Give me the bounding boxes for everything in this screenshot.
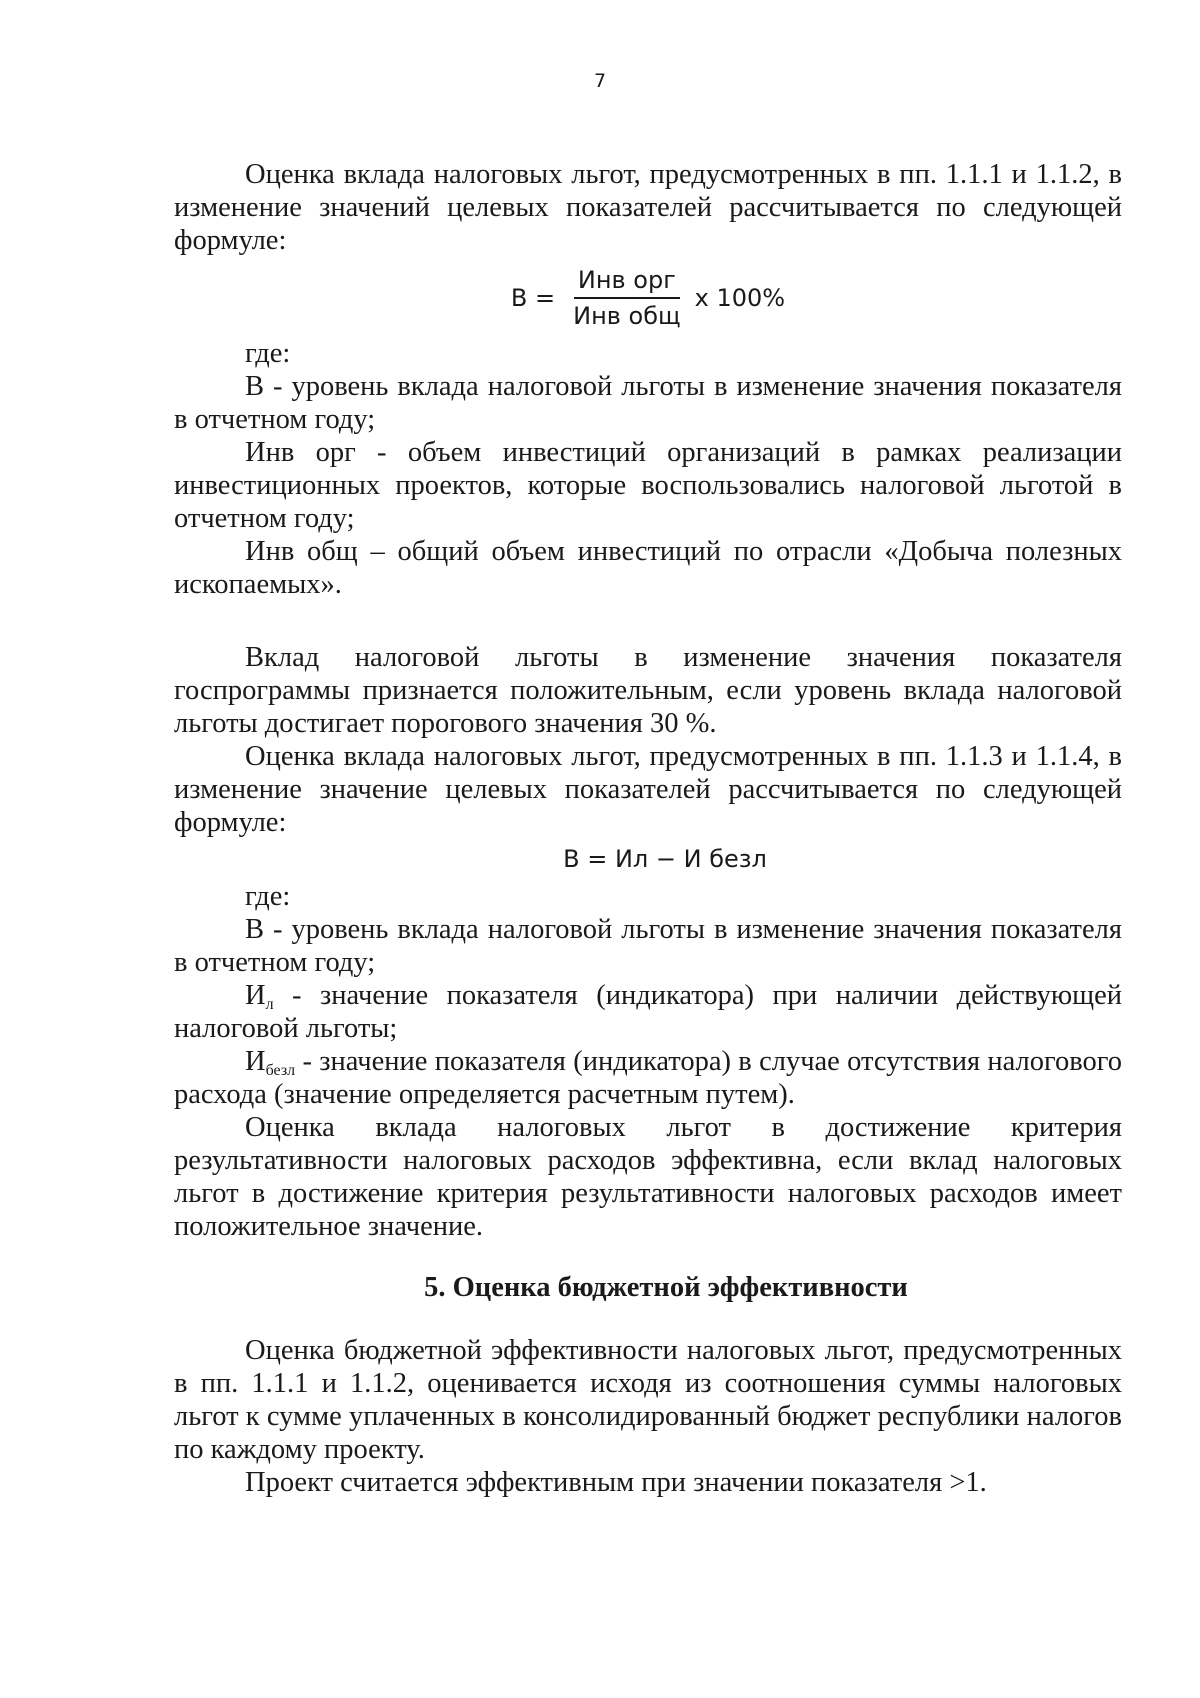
subscript-ibezl: безл — [265, 1062, 296, 1079]
symbol-ibezl: И — [245, 1046, 266, 1077]
intro-paragraph-2: Оценка вклада налоговых льгот, предусмотренных в пп. 1.1.3 и 1.1.4, в изменение значение целевых показателей рассчитывается по следующей формуле: — [174, 741, 1122, 838]
definition-ibezl — [174, 1045, 1122, 1111]
document-body — [174, 158, 1122, 1499]
where-label-2: где: — [245, 881, 291, 912]
formula-denominator: Инв общ — [573, 302, 681, 330]
definition-il-text: - значение показателя (индикатора) при наличии действующей налоговой льготы; — [174, 980, 1122, 1044]
formula-difference: В = Ил − И безл — [563, 845, 767, 873]
definition-il — [174, 979, 1122, 1045]
formula-lhs: В = — [510, 283, 556, 312]
contribution-positive-paragraph: Вклад налоговой льготы в изменение значения показателя госпрограммы признается положительным, если уровень вклада налоговой льготы достигает порогового значения 30 %. — [174, 642, 1122, 739]
section-heading: 5. Оценка бюджетной эффективности — [424, 1272, 908, 1303]
formula-contribution-ratio — [174, 263, 1122, 333]
effectiveness-paragraph: Оценка вклада налоговых льгот в достижение критерия результативности налоговых расходов эффективна, если вклад налоговых льгот в достижение критерия результативности налоговых расходов имеет положительное значение. — [174, 1112, 1122, 1242]
formula-fraction — [569, 267, 685, 329]
page-number: 7 — [593, 70, 607, 92]
formula-rhs: х 100% — [694, 283, 786, 312]
project-effective-paragraph: Проект считается эффективным при значении показателя >1. — [245, 1467, 987, 1498]
intro-paragraph-1: Оценка вклада налоговых льгот, предусмотренных в пп. 1.1.1 и 1.1.2, в изменение значений целевых показателей рассчитывается по следующей формуле: — [174, 159, 1122, 256]
definition-ibezl-text: - значение показателя (индикатора) в случае отсутствия налогового расхода (значение определяется расчетным путем). — [174, 1046, 1122, 1110]
definition-inv-obsh: Инв общ – общий объем инвестиций по отрасли «Добыча полезных ископаемых». — [174, 536, 1122, 600]
budget-efficiency-paragraph: Оценка бюджетной эффективности налоговых льгот, предусмотренных в пп. 1.1.1 и 1.1.2, оценивается исходя из соотношения суммы налоговых льгот к сумме уплаченных в консолидированный бюджет республики налогов по каждому проекту. — [174, 1335, 1122, 1465]
symbol-il: И — [245, 980, 266, 1011]
definition-b-2: В - уровень вклада налоговой льготы в изменение значения показателя в отчетном году; — [174, 914, 1122, 978]
where-label-1: где: — [245, 338, 291, 369]
definition-b-1: В - уровень вклада налоговой льготы в изменение значения показателя в отчетном году; — [174, 371, 1122, 435]
formula-numerator: Инв орг — [574, 267, 680, 299]
subscript-il: л — [265, 996, 274, 1013]
definition-inv-org: Инв орг - объем инвестиций организаций в рамках реализации инвестиционных проектов, которые воспользовались налоговой льготой в отчетном году; — [174, 437, 1122, 534]
